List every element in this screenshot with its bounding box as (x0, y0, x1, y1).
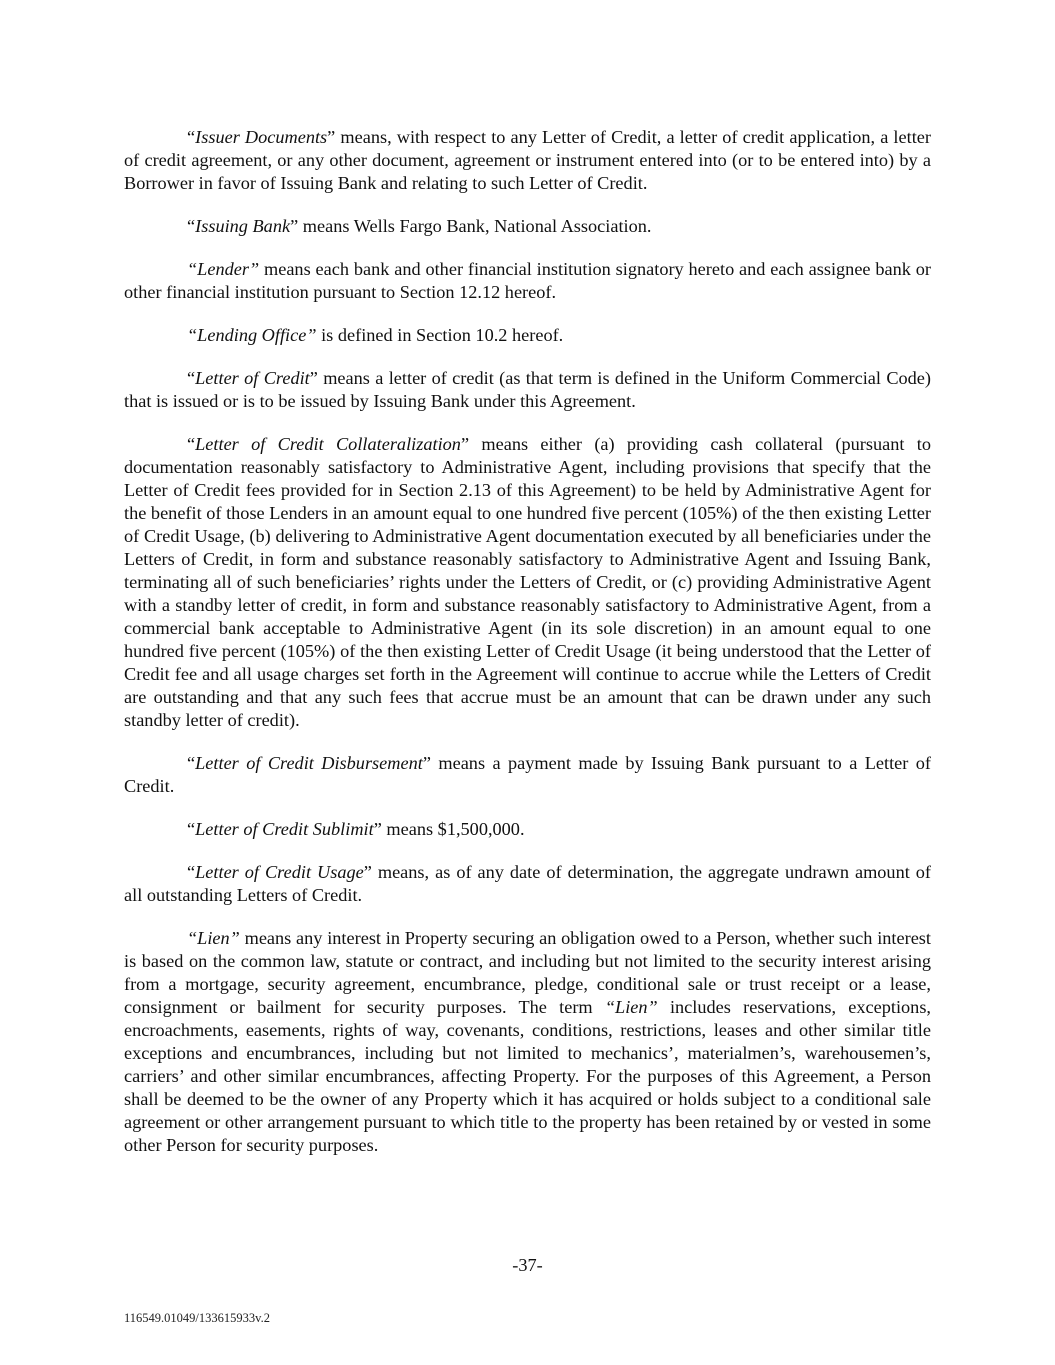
page-number: -37- (512, 1255, 543, 1275)
definition-issuer-documents: “Issuer Documents” means, with respect to any Letter of Credit, a letter of credit application, a letter of credit agreement, or any other document, agreement or instrument entered into (or to be entered into) by a Borrower in favor of Issuing Bank and relating to such Letter of Credit. (124, 127, 931, 193)
document-body (124, 126, 931, 1177)
defined-term: Issuer Documents (195, 127, 328, 147)
defined-term: “Lien” (187, 928, 240, 948)
defined-term: Letter of Credit Collateralization (195, 434, 461, 454)
definition-letter-of-credit: “Letter of Credit” means a letter of credit (as that term is defined in the Uniform Commercial Code) that is issued or is to be issued by Issuing Bank under this Agreement. (124, 368, 932, 411)
defined-term: Lender (197, 259, 249, 279)
definition-lien: “Lien” means any interest in Property securing an obligation owed to a Person, whether such interest is based on the common law, statute or contract, and including but not limited to the security interest arising from a mortgage, security agreement, encumbrance, pledge, conditional sale or trust receipt or a lease, consignment or bailment for security purposes. The term “Lien” includes reservations, exceptions, encroachments, easements, rights of way, covenants, conditions, restrictions, leases and other similar title exceptions and encumbrances, including but not limited to mechanics’, materialmen’s, warehousemen’s, carriers’ and other similar encumbrances, affecting Property. For the purposes of this Agreement, a Person shall be deemed to be the owner of any Property which it has acquired or holds subject to a conditional sale agreement or other arrangement pursuant to which title to the property has been retained by or vested in some other Person for security purposes. (124, 928, 931, 1155)
definition-letter-of-credit-sublimit: “Letter of Credit Sublimit” means $1,500,000. (187, 819, 525, 839)
defined-term-reference: “Lien” (604, 997, 658, 1017)
definition-letter-of-credit-usage: “Letter of Credit Usage” means, as of any date of determination, the aggregate undrawn amount of all outstanding Letters of Credit. (124, 862, 932, 905)
definition-lending-office: “Lending Office” is defined in Section 10.2 hereof. (187, 325, 564, 345)
definition-letter-of-credit-collateralization: “Letter of Credit Collateralization” means either (a) providing cash collateral (pursuant to documentation reasonably satisfactory to Administrative Agent, including provisions that specify that the Letter of Credit fees provided for in Section 2.13 of this Agreement) to be held by Administrative Agent for the benefit of those Lenders in an amount equal to one hundred five percent (105%) of the then existing Letter of Credit Usage, (b) delivering to Administrative Agent documentation executed by all beneficiaries under the Letters of Credit, in form and substance reasonably satisfactory to Administrative Agent and Issuing Bank, terminating all of such beneficiaries’ rights under the Letters of Credit, or (c) providing Administrative Agent with a standby letter of credit, in form and substance reasonably satisfactory to Administrative Agent, from a commercial bank acceptable to Administrative Agent (in its sole discretion) in an amount equal to one hundred five percent (105%) of the then existing Letter of Credit Usage (it being understood that the Letter of Credit fee and all usage charges set forth in the Agreement will continue to accrue while the Letters of Credit are outstanding and that any such fees that accrue must be an amount that can be drawn under any such standby letter of credit). (124, 434, 932, 730)
defined-term: Letter of Credit Usage (195, 862, 364, 882)
definition-lender: “Lender” means each bank and other financial institution signatory hereto and each assignee bank or other financial institution pursuant to Section 12.12 hereof. (124, 259, 931, 302)
document-id: 116549.01049/133615933v.2 (124, 1311, 270, 1325)
definition-issuing-bank: “Issuing Bank” means Wells Fargo Bank, National Association. (187, 216, 652, 236)
definition-letter-of-credit-disbursement: “Letter of Credit Disbursement” means a payment made by Issuing Bank pursuant to a Letter of Credit. (124, 753, 931, 796)
defined-term: Letter of Credit Disbursement (195, 753, 423, 773)
defined-term: Letter of Credit (195, 368, 310, 388)
defined-term: Letter of Credit Sublimit (195, 819, 374, 839)
defined-term: Lending Office (197, 325, 307, 345)
defined-term: Issuing Bank (195, 216, 291, 236)
